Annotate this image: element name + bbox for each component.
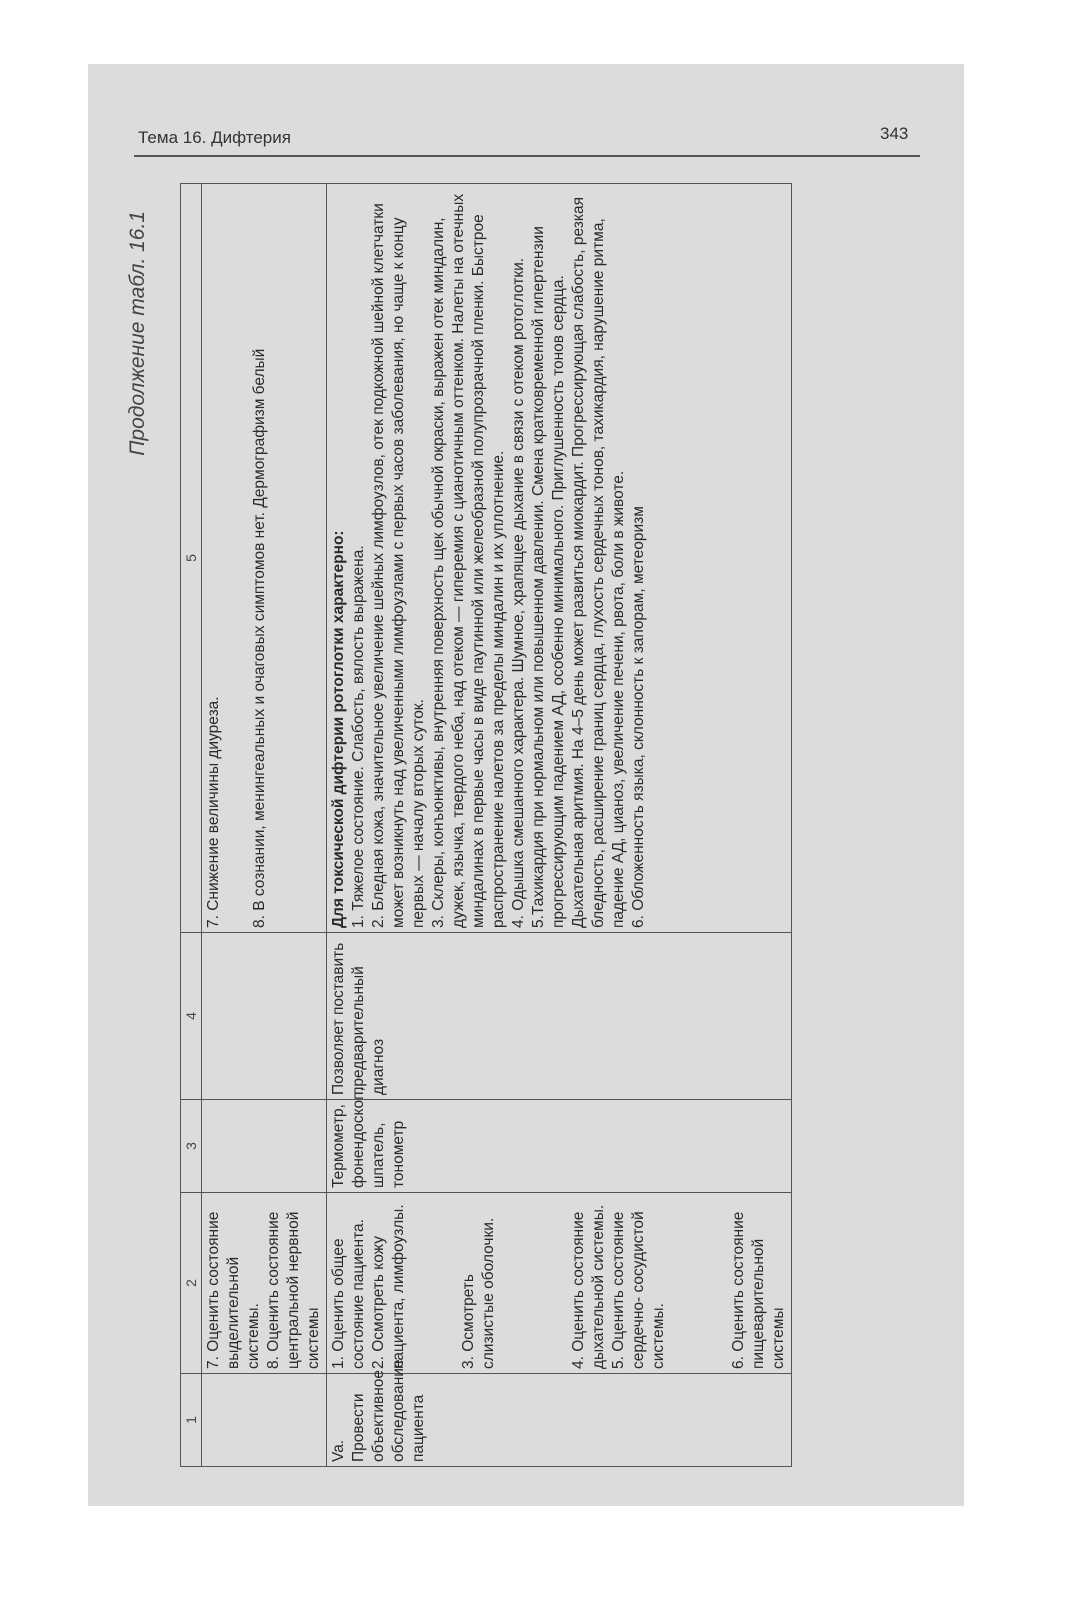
data-table [180, 183, 792, 1467]
table-row [202, 184, 327, 1467]
cell-text: 7. Оценить состояние выделительной системы. [205, 1211, 262, 1369]
running-head: Тема 16. Дифтерия [138, 128, 291, 147]
table-cell [327, 933, 792, 1100]
column-header-5: 5 [181, 184, 202, 933]
cell-text: 2. Бледная кожа, значительное увеличение шейных лимфоузлов, отек подкожной шейной клетчатки может возникнуть над увеличенными лимфоузлами с первых часов заболевания, но чаще к концу первых — началу вторых суток. [370, 203, 427, 928]
column-header-4: 4 [181, 933, 202, 1100]
table-cell [202, 1100, 327, 1193]
cell-text: Va. Провести объективное обследование пациента [330, 1359, 427, 1462]
cell-text: 5.Тахикардия при нормальном или повышенном давлении. Смена кратковременной гипертензии прогрессирующим падением АД, особенно минимального. Приглушенность тонов сердца. Дыхательная аритмия. На 4–5 день может развиться миокардит. Прогрессирующая слабость, резкая бледность, расширение границ сердца, глухость сердечных тонов, тахикардия, нарушение ритма, падение АД, цианоз, увеличение печени, рвота, боли в животе. [530, 197, 627, 928]
cell-text: Термометр, фонендоскоп, шпатель, тонометр [330, 1087, 407, 1188]
cell-text: 1. Оценить общее состояние пациента. [330, 1219, 367, 1369]
table-cell [327, 1087, 792, 1193]
cell-text: 6. Обложенность языка, склонность к запорам, метеоризм [630, 506, 647, 928]
cell-text: 4. Одышка смешанного характера. Шумное, храпящее дыхание в связи с отеком ротоглотки. [510, 257, 527, 928]
header-rule [134, 155, 920, 157]
cell-text: 2. Осмотреть кожу пациента, лимфоузлы. [370, 1204, 407, 1369]
spacer [224, 188, 250, 928]
cell-text: 1. Тяжелое состояние. Слабость, вялость выражена. [350, 545, 367, 928]
cell-text: 3. Осмотреть слизистые оболочки. [460, 1217, 497, 1369]
table-row [327, 184, 792, 1467]
table-header-row [181, 184, 202, 1467]
table-cell [327, 1193, 792, 1374]
column-header-1: 1 [181, 1374, 202, 1467]
spacer [409, 1197, 459, 1369]
spacer [669, 1197, 729, 1369]
cell-heading: Для токсической дифтерии ротоглотки характерно: [330, 530, 347, 928]
cell-text: 8. В сознании, менингеальных и очаговых симптомов нет. Дермографизм белый [251, 348, 268, 928]
table-cell [202, 933, 327, 1100]
column-header-3: 3 [181, 1100, 202, 1193]
cell-text: 6. Оценить состояние пищеварительной системы [730, 1211, 787, 1369]
cell-text: 3. Склеры, конъюнктивы, внутренняя поверхность щек обычной окраски, выражен отек миндалин, дужек, язычка, твердого неба, над отеком — гиперемия с цианотичным оттенком. Налеты на отечных миндалинах в первые часы в виде паутинной или желеобразной полупрозрачной пленки. Быстрое распространение налетов за пределы миндалин и их уплотнение. [430, 193, 507, 928]
rotated-table-block [126, 193, 892, 1467]
table-cell [202, 1193, 327, 1374]
table-cell [327, 1359, 792, 1467]
cell-text: 4. Оценить состояние дыхательной системы. [570, 1204, 607, 1369]
cell-text: 7. Снижение величины диуреза. [205, 696, 222, 928]
page-number: 343 [880, 124, 909, 143]
spacer [499, 1197, 569, 1369]
table-cell [202, 184, 327, 933]
cell-text: 5. Оценить состояние сердечно- сосудистой системы. [610, 1211, 667, 1369]
cell-text: Позволяет поставить предварительный диагноз [330, 942, 387, 1095]
table-caption: Продолжение табл. 16.1 [126, 211, 149, 456]
column-header-2: 2 [181, 1193, 202, 1374]
table-cell [327, 184, 792, 933]
cell-text: 8. Оценить состояние центральной нервной системы [265, 1211, 322, 1369]
table-cell [202, 1374, 327, 1467]
